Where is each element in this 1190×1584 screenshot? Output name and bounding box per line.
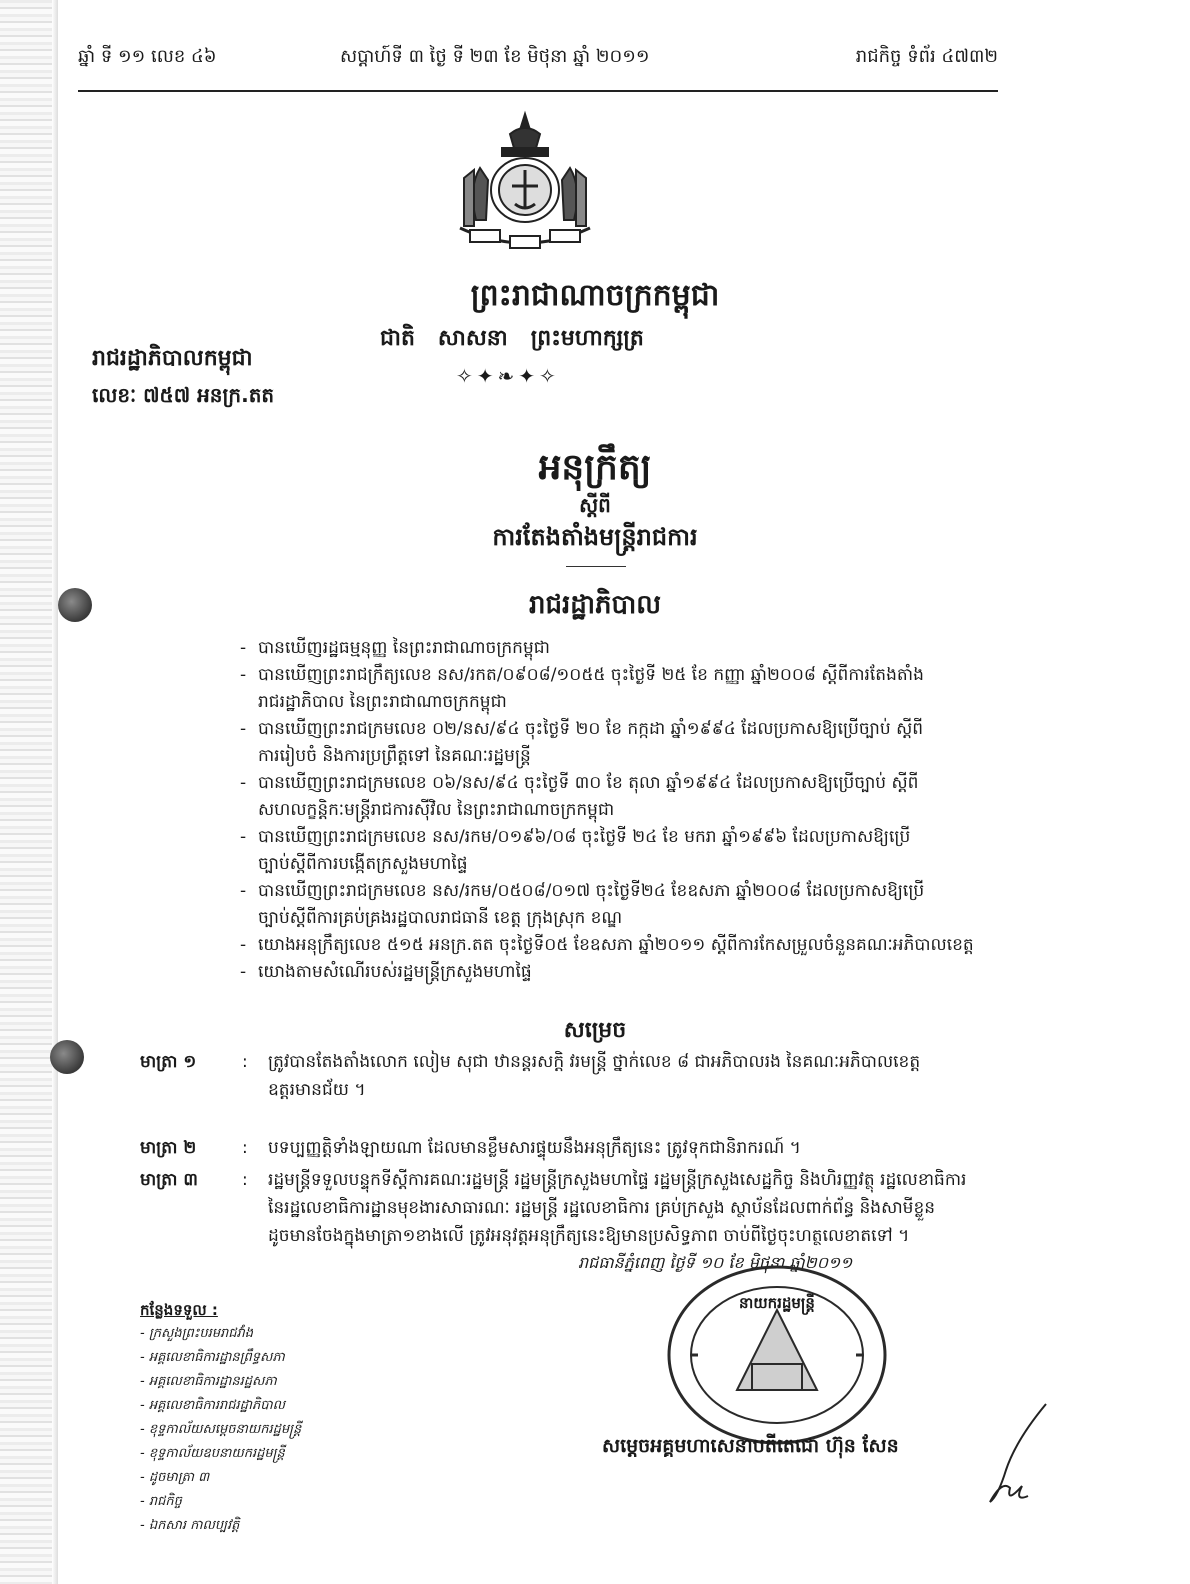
document-subject: ការតែងតាំងមន្ត្រីរាជការ bbox=[492, 523, 698, 551]
article-text: ឧត្តរមានជ័យ ។ bbox=[268, 1080, 366, 1100]
cc-item: - ដូចមាត្រា ៣ bbox=[140, 1470, 210, 1485]
seal-text: នាយករដ្ឋមន្ត្រី bbox=[739, 1294, 815, 1312]
cc-item: - អគ្គលេខាធិការដ្ឋានរដ្ឋសភា bbox=[140, 1374, 277, 1389]
article-text: នៃរដ្ឋលេខាធិការដ្ឋានមុខងារសាធារណៈ រដ្ឋមន្ត្រី រដ្ឋលេខាធិការ គ្រប់ក្រសួង ស្ថាប័នដែលពាក់ព័ន្ធ និងសាមីខ្លួន bbox=[268, 1198, 936, 1218]
decision-heading: សម្រេច bbox=[563, 1018, 627, 1043]
article-2 bbox=[140, 1134, 1040, 1164]
preamble-item: - បានឃើញរដ្ឋធម្មនុញ្ញ នៃព្រះរាជាណាចក្រកម្ពុជា bbox=[240, 635, 1040, 662]
document-type: អនុក្រឹត្យ bbox=[538, 447, 652, 488]
subject-divider bbox=[566, 566, 626, 567]
cc-list bbox=[140, 1322, 301, 1538]
official-seal bbox=[662, 1260, 892, 1450]
cc-title: កន្លែងទទួល : bbox=[140, 1301, 218, 1319]
handwritten-signature bbox=[976, 1400, 1066, 1520]
article-colon: : bbox=[242, 1138, 248, 1158]
cc-item: - អគ្គលេខាធិការរាជរដ្ឋាភិបាល bbox=[140, 1398, 285, 1413]
article-text: រដ្ឋមន្ត្រីទទួលបន្ទុកទីស្តីការគណៈរដ្ឋមន្ត្រី រដ្ឋមន្ត្រីក្រសួងមហាផ្ទៃ រដ្ឋមន្ត្រីក្រសួងសេដ្ឋកិច្ច និងហិរញ្ញវត្ថុ រដ្ឋលេខាធិការ bbox=[268, 1170, 967, 1190]
preamble-item: - បានឃើញព្រះរាជក្រឹត្យលេខ នស/រកត/០៩០៨/១០៥៥ ចុះថ្ងៃទី ២៥ ខែ កញ្ញា ឆ្នាំ២០០៨ ស្តីពីការតែងតាំង bbox=[240, 662, 1040, 689]
article-1 bbox=[140, 1048, 1040, 1108]
article-label: មាត្រា ២ bbox=[140, 1138, 197, 1158]
article-label: មាត្រា ៣ bbox=[140, 1170, 198, 1190]
place-and-date: រាជធានីភ្នំពេញ ថ្ងៃទី ១០ ខែ មិថុនា ឆ្នាំ២០១១ bbox=[578, 1253, 853, 1272]
issuer-name: រាជរដ្ឋាភិបាលកម្ពុជា bbox=[92, 346, 253, 371]
ornament: ✧✦❧✦✧ bbox=[456, 364, 560, 388]
preamble-item: - យោងអនុក្រឹត្យលេខ ៥១៥ អនក្រ.តត ចុះថ្ងៃទី០៥ ខែឧសភា ឆ្នាំ២០១១ ស្តីពីការកែសម្រួលចំនួនគណៈអភិបាលខេត្ត bbox=[240, 932, 1040, 959]
cc-item: - អគ្គលេខាធិការដ្ឋានព្រឹទ្ធសភា bbox=[140, 1350, 285, 1365]
article-colon: : bbox=[242, 1052, 248, 1072]
cc-item: - ខុទ្ទកាល័យឧបនាយករដ្ឋមន្ត្រី bbox=[140, 1446, 285, 1461]
preamble-item-continuation: ការរៀបចំ និងការប្រព្រឹត្តទៅ នៃគណៈរដ្ឋមន្ត្រី bbox=[258, 746, 531, 766]
header-rule bbox=[78, 90, 998, 92]
signatory: សម្តេចអគ្គមហាសេនាបតីតេជោ ហ៊ុន សែន bbox=[602, 1435, 899, 1457]
cc-item: - ឯកសារ កាលប្បវត្តិ bbox=[140, 1518, 240, 1533]
scan-edge bbox=[0, 0, 58, 1584]
document-about: ស្តីពី bbox=[579, 493, 611, 517]
article-3 bbox=[140, 1166, 1040, 1256]
cc-item: - ខុទ្ទកាល័យសម្តេចនាយករដ្ឋមន្ត្រី bbox=[140, 1422, 302, 1437]
preamble-list bbox=[240, 635, 1040, 986]
document-number: លេខៈ ៧៥៧ អនក្រ.តត bbox=[92, 383, 275, 407]
header-volume: ឆ្នាំ ទី ១១ លេខ ៤៦ bbox=[78, 46, 217, 67]
article-body bbox=[268, 1134, 1028, 1162]
article-text: ត្រូវបានតែងតាំងលោក លៀម សុជា ឋានន្តរសក្តិ វរមន្ត្រី ថ្នាក់លេខ ៨ ជាអភិបាលរង នៃគណៈអភិបាលខេត្ត bbox=[268, 1052, 921, 1072]
preamble-item-continuation: ច្បាប់ស្តីពីការគ្រប់គ្រងរដ្ឋបាលរាជធានី ខេត្ត ក្រុងស្រុក ខណ្ឌ bbox=[258, 908, 623, 928]
national-motto: ជាតិ សាសនា ព្រះមហាក្សត្រ bbox=[380, 326, 644, 351]
authority-heading: រាជរដ្ឋាភិបាល bbox=[528, 590, 662, 620]
gazette-header bbox=[78, 30, 998, 94]
cc-item: - ក្រសួងព្រះបរមរាជវាំង bbox=[140, 1326, 254, 1341]
preamble-item-continuation: សហលក្ខន្តិកៈមន្ត្រីរាជការស៊ីវិល នៃព្រះរាជាណាចក្រកម្ពុជា bbox=[258, 800, 615, 820]
preamble-item: - បានឃើញព្រះរាជក្រមលេខ ០២/នស/៩៤ ចុះថ្ងៃទី ២០ ខែ កក្កដា ឆ្នាំ១៩៩៤ ដែលប្រកាសឱ្យប្រើច្បាប់ ស្តីពី bbox=[240, 716, 1040, 743]
article-label: មាត្រា ១ bbox=[140, 1052, 197, 1072]
copy-recipients bbox=[140, 1298, 301, 1538]
kingdom-name: ព្រះរាជាណាចក្រកម្ពុជា bbox=[470, 278, 720, 313]
article-body bbox=[268, 1048, 1028, 1104]
article-text: ដូចមានចែងក្នុងមាត្រា១ខាងលើ ត្រូវអនុវត្តអនុក្រឹត្យនេះឱ្យមានប្រសិទ្ធភាព ចាប់ពីថ្ងៃចុះហត្ថលេខាតទៅ ។ bbox=[268, 1226, 910, 1246]
header-date: សប្តាហ៍ទី ៣ ថ្ងៃ ទី ២៣ ខែ មិថុនា ឆ្នាំ ២០១១ bbox=[340, 46, 650, 67]
article-text: បទប្បញ្ញត្តិទាំងឡាយណា ដែលមានខ្លឹមសារផ្ទុយនឹងអនុក្រឹត្យនេះ ត្រូវទុកជានិរាករណ៍ ។ bbox=[268, 1138, 801, 1158]
preamble-item-continuation: ច្បាប់ស្តីពីការបង្កើតក្រសួងមហាផ្ទៃ bbox=[258, 854, 468, 874]
article-colon: : bbox=[242, 1170, 248, 1190]
header-page: រាជកិច្ច ទំព័រ ៤៧៣២ bbox=[855, 46, 998, 67]
preamble-item: - បានឃើញព្រះរាជក្រមលេខ នស/រកម/០១៩៦/០៨ ចុះថ្ងៃទី ២៤ ខែ មករា ឆ្នាំ១៩៩៦ ដែលប្រកាសឱ្យប្រើ bbox=[240, 824, 1040, 851]
preamble-item: - បានឃើញព្រះរាជក្រមលេខ ០៦/នស/៩៤ ចុះថ្ងៃទី ៣០ ខែ តុលា ឆ្នាំ១៩៩៤ ដែលប្រកាសឱ្យប្រើច្បាប់ ស្តីពី bbox=[240, 770, 1040, 797]
royal-emblem bbox=[440, 108, 610, 258]
cc-item: - រាជកិច្ច bbox=[140, 1494, 182, 1509]
preamble-item: - យោងតាមសំណើរបស់រដ្ឋមន្ត្រីក្រសួងមហាផ្ទៃ bbox=[240, 959, 1040, 986]
article-body bbox=[268, 1166, 1028, 1250]
preamble-item-continuation: រាជរដ្ឋាភិបាល នៃព្រះរាជាណាចក្រកម្ពុជា bbox=[258, 692, 507, 712]
preamble-item: - បានឃើញព្រះរាជក្រមលេខ នស/រកម/០៥០៨/០១៧ ចុះថ្ងៃទី២៤ ខែឧសភា ឆ្នាំ២០០៨ ដែលប្រកាសឱ្យប្រើ bbox=[240, 878, 1040, 905]
